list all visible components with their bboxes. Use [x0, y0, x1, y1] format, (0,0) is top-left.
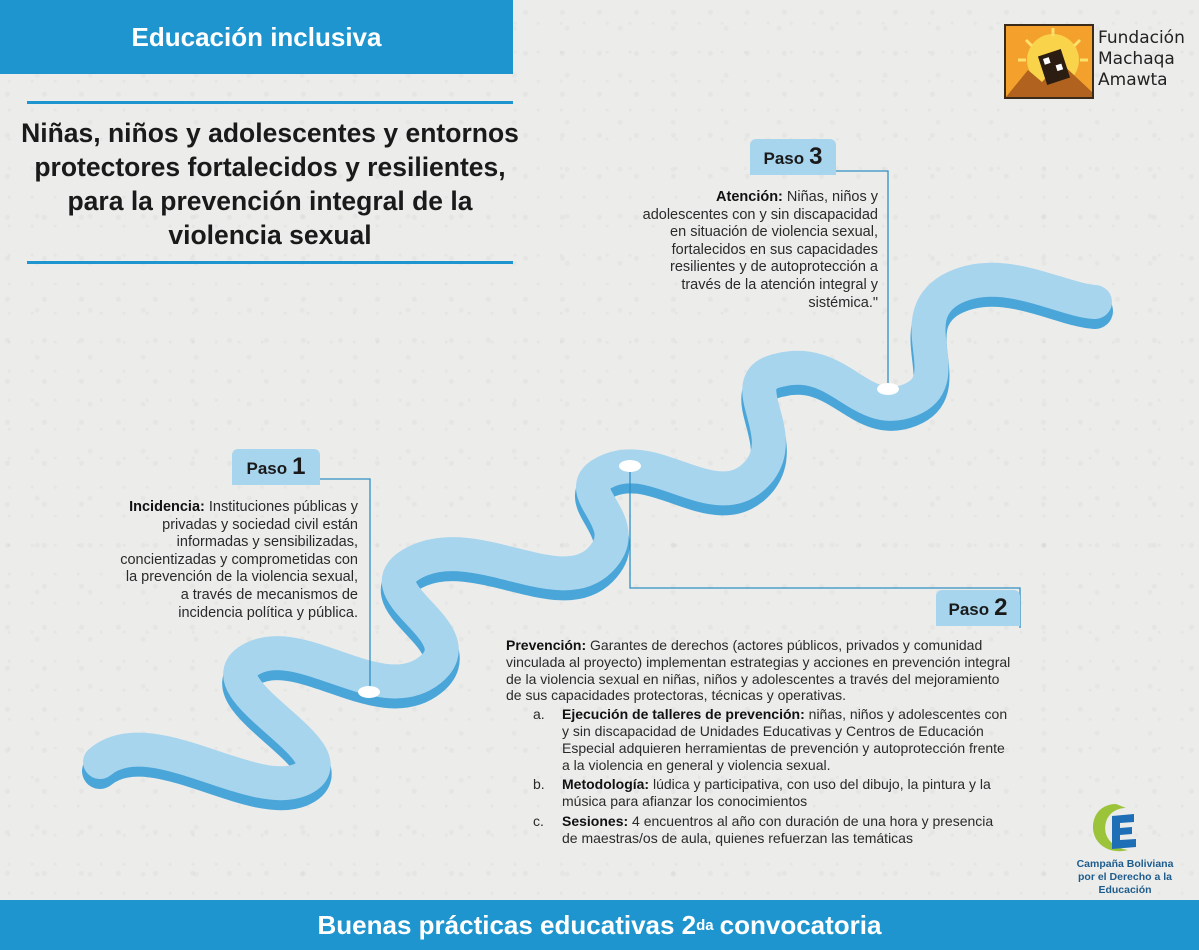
step3-word: Paso: [763, 149, 805, 168]
step2-description: [506, 637, 1011, 847]
step2-text: Garantes de derechos (actores públicos, privados y comunidad vinculada al proyecto) implementan estrategias y acciones en prevención integral de la violencia sexual en niñas, niños y adolescentes a través del mejoramiento de sus capacidades protectoras, técnicas y operativas.: [506, 637, 1011, 704]
step1-lead: Incidencia:: [129, 499, 205, 515]
step2-marker: [619, 460, 641, 472]
list-item-text: lúdica y participativa, con uso del dibujo, la pintura y la música para afianzar los conocimientos: [562, 776, 991, 810]
step1-description: [116, 499, 358, 622]
list-item-lead: Sesiones:: [562, 812, 629, 829]
step2-list-item: [506, 706, 1011, 773]
logo-line: Machaqa: [1098, 49, 1175, 69]
step2-list-item: [506, 813, 1011, 847]
step3-description: [630, 189, 878, 312]
step2-lead: Prevención:: [506, 637, 587, 653]
step1-tab: [232, 449, 320, 485]
logo-line: Fundación: [1098, 28, 1185, 48]
footer-text: Buenas prácticas educativas 2: [317, 909, 697, 940]
footer-superscript: da: [696, 916, 714, 934]
step3-tab: [750, 139, 836, 175]
step2-word: Paso: [948, 600, 990, 619]
campaign-line: por el Derecho a la Educación: [1078, 871, 1172, 896]
list-item-lead: Metodología:: [562, 776, 650, 793]
step3-lead: Atención:: [716, 189, 783, 205]
step3-number: 3: [809, 143, 823, 170]
list-item-lead: Ejecución de talleres de prevención:: [562, 706, 805, 723]
step2-list-item: [506, 776, 1011, 810]
list-item-text: 4 encuentros al año con duración de una hora y presencia de maestras/os de aula, quienes refuerzan las temáticas: [562, 812, 994, 846]
list-marker: a.: [533, 706, 545, 723]
step1-number: 1: [292, 453, 306, 480]
footer-text-end: convocatoria: [719, 909, 882, 940]
step1-text: Instituciones públicas y privadas y sociedad civil están informadas y sensibilizadas, concientizadas y comprometidas con la prevención de la violencia sexual, a través de mecanismos de incidencia política y pública.: [120, 499, 358, 621]
step2-number: 2: [994, 594, 1008, 621]
main-title: Niñas, niños y adolescentes y entornos protectores fortalecidos y resilientes, para la prevención integral de la violencia sexual: [21, 118, 519, 250]
campaign-name: [1060, 858, 1190, 897]
logo-line: Amawta: [1098, 70, 1168, 90]
footer-banner: [0, 900, 1199, 950]
campaign-line: Campaña Boliviana: [1076, 858, 1174, 870]
step2-tab: [936, 590, 1020, 626]
step1-marker: [358, 686, 380, 698]
step2-intro: [506, 637, 1011, 704]
list-marker: b.: [533, 776, 545, 793]
list-marker: c.: [533, 812, 544, 829]
step1-word: Paso: [246, 459, 288, 478]
step3-text: Niñas, niños y adolescentes con y sin discapacidad en situación de violencia sexual, fortalecidos en sus capacidades resilientes y de autoprotección a través de la atención integral y sistémica.": [642, 189, 878, 311]
list-item-text: niñas, niños y adolescentes con y sin discapacidad de Unidades Educativas y Centros de Educación Especial adquieren herramientas de prevención y autoprotección frente a la violencia en general y violencia sexual.: [562, 706, 1008, 773]
step3-marker: [877, 383, 899, 395]
campaign-logo-icon: [1088, 800, 1144, 856]
section-tab: Educación inclusiva: [0, 0, 513, 74]
